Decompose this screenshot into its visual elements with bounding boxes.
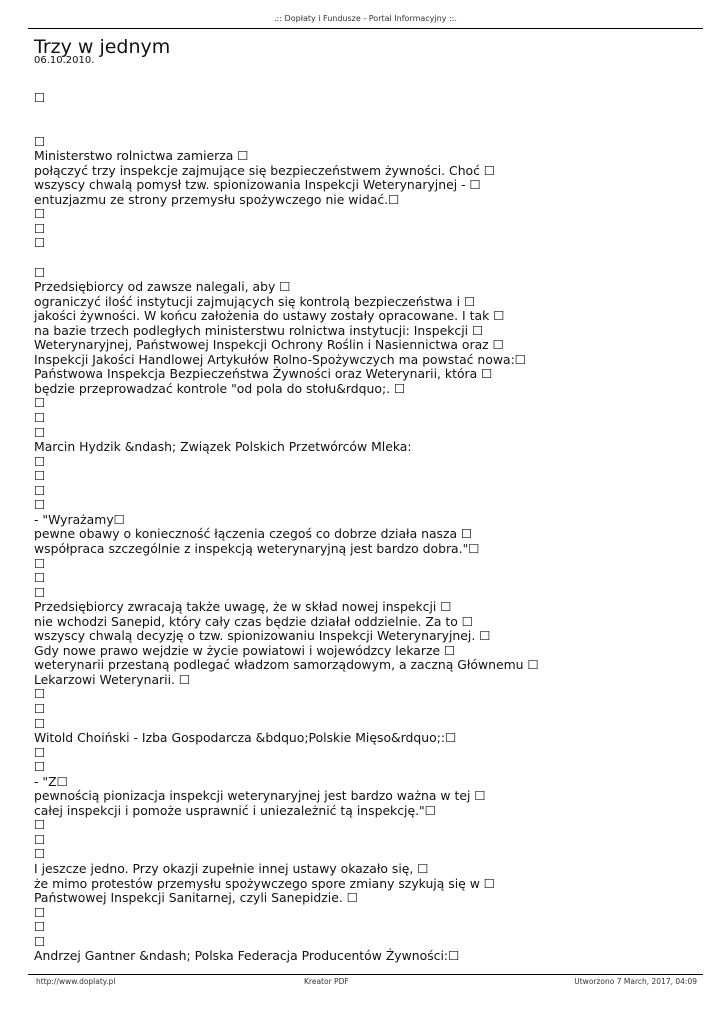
body-line: ☐: [34, 700, 46, 716]
body-line: ☐: [34, 570, 46, 586]
body-line: ☐: [34, 395, 46, 411]
article-title: Trzy w jednym: [34, 36, 171, 58]
body-line: ☐: [34, 482, 46, 498]
body-line: wszyscy chwalą pomysł tzw. spionizowania Inspekcji Weterynaryjnej - ☐: [34, 177, 481, 193]
body-line: ☐: [34, 904, 46, 920]
body-line: Marcin Hydzik &ndash; Związek Polskich Przetwórców Mleka:: [34, 439, 412, 455]
header-divider: [28, 28, 703, 29]
article-date: 06.10.2010.: [34, 55, 95, 66]
body-line: ☐: [34, 584, 46, 600]
body-line: Gdy nowe prawo wejdzie w życie powiatowi i wojewódzcy lekarze ☐: [34, 642, 456, 658]
body-line: [34, 106, 704, 121]
body-line: całej inspekcji i pomoże usprawnić i uniezależnić tą inspekcję."☐: [34, 802, 436, 818]
body-line: ☐: [34, 133, 46, 149]
body-line: ☐: [34, 933, 46, 949]
footer-url: http://www.doplaty.pl: [36, 977, 116, 986]
body-line: na bazie trzech podległych ministerstwu rolnictwa instytucji: Inspekcji ☐: [34, 322, 484, 338]
article-body: [34, 91, 704, 964]
body-line: ☐: [34, 453, 46, 469]
body-line: Andrzej Gantner &ndash; Polska Federacja Producentów Żywności:☐: [34, 948, 460, 964]
body-line: pewne obawy o konieczność łączenia czegoś co dobrze działa nasza ☐: [34, 526, 473, 542]
body-line: ☐: [34, 817, 46, 833]
body-line: entuzjazmu ze strony przemysłu spożywczego nie widać.☐: [34, 191, 400, 207]
footer-generator: Kreator PDF: [304, 977, 349, 986]
body-line: ☐: [34, 206, 46, 222]
body-line: Państwowej Inspekcji Sanitarnej, czyli Sanepidzie. ☐: [34, 890, 358, 906]
footer-divider: [28, 974, 703, 975]
body-line: Przedsiębiorcy zwracają także uwagę, że w skład nowej inspekcji ☐: [34, 599, 452, 615]
body-line: Witold Choiński - Izba Gospodarcza &bdquo;Polskie Mięso&rdquo;:☐: [34, 730, 457, 746]
body-line: ograniczyć ilość instytucji zajmujących się kontrolą bezpieczeństwa i ☐: [34, 293, 476, 309]
body-line: Lekarzowi Weterynarii. ☐: [34, 671, 191, 687]
body-line: nie wchodzi Sanepid, który cały czas będzie działał oddzielnie. Za to ☐: [34, 613, 473, 629]
body-line: wszyscy chwalą decyzję o tzw. spionizowaniu Inspekcji Weterynaryjnej. ☐: [34, 628, 491, 644]
body-line: ☐: [34, 410, 46, 426]
body-line: że mimo protestów przemysłu spożywczego spore zmiany szykują się w ☐: [34, 875, 495, 891]
body-line: ☐: [34, 424, 46, 440]
body-line: - "Z☐: [34, 773, 68, 789]
body-line: ☐: [34, 919, 46, 935]
body-line: jakości żywności. W końcu założenia do ustawy zostały opracowane. I tak ☐: [34, 308, 505, 324]
body-line: połączyć trzy inspekcje zajmujące się bezpieczeństwem żywności. Choć ☐: [34, 162, 495, 178]
body-line: ☐: [34, 686, 46, 702]
body-line: ☐: [34, 497, 46, 513]
body-line: I jeszcze jedno. Przy okazji zupełnie innej ustawy okazało się, ☐: [34, 860, 429, 876]
body-line: [34, 251, 704, 266]
body-line: Państwowa Inspekcja Bezpieczeństwa Żywności oraz Weterynarii, która ☐: [34, 366, 493, 382]
body-line: pewnością pionizacja inspekcji weterynaryjnej jest bardzo ważna w tej ☐: [34, 788, 486, 804]
footer-timestamp: Utworzono 7 March, 2017, 04:09: [574, 977, 697, 986]
body-line: ☐: [34, 831, 46, 847]
body-line: ☐: [34, 90, 46, 105]
body-line: ☐: [34, 264, 46, 280]
body-line: Weterynaryjnej, Państwowej Inspekcji Ochrony Roślin i Nasiennictwa oraz ☐: [34, 337, 504, 353]
body-line: ☐: [34, 220, 46, 236]
body-line: - "Wyrażamy☐: [34, 511, 125, 527]
body-line: ☐: [34, 468, 46, 484]
body-line: ☐: [34, 846, 46, 862]
body-line: będzie przeprowadzać kontrole "od pola do stołu&rdquo;. ☐: [34, 380, 406, 396]
body-line: ☐: [34, 555, 46, 571]
body-line: Inspekcji Jakości Handlowej Artykułów Rolno-Spożywczych ma powstać nowa:☐: [34, 351, 526, 367]
body-line: Ministerstwo rolnictwa zamierza ☐: [34, 148, 249, 164]
body-line: współpraca szczególnie z inspekcją weterynaryjną jest bardzo dobra."☐: [34, 540, 480, 556]
body-line: ☐: [34, 235, 46, 251]
body-line: weterynarii przestaną podlegać władzom samorządowym, a zaczną Głównemu ☐: [34, 657, 539, 673]
page-header: .:: Dopłaty i Fundusze - Portal Informacyjny ::.: [274, 14, 457, 23]
body-line: Przedsiębiorcy od zawsze nalegali, aby ☐: [34, 279, 291, 295]
body-line: ☐: [34, 759, 46, 775]
body-line: [34, 120, 704, 135]
body-line: ☐: [34, 715, 46, 731]
body-line: ☐: [34, 744, 46, 760]
